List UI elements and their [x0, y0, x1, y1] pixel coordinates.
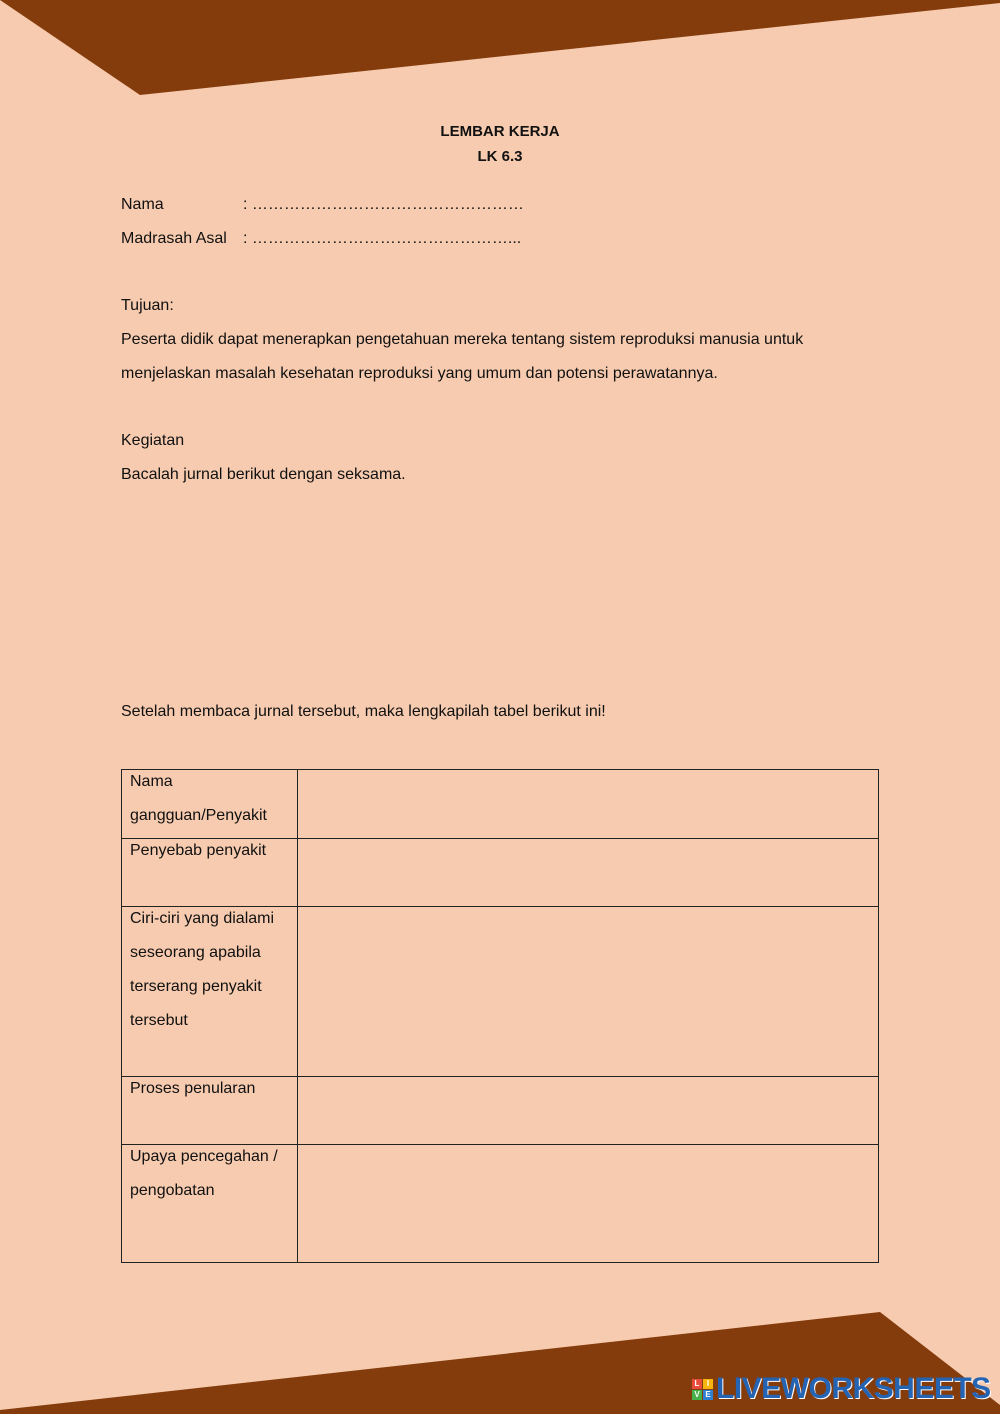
row-label-cell [122, 1077, 298, 1145]
row-label: Penyebab penyakit [130, 842, 267, 859]
madrasah-label: Madrasah Asal [121, 230, 227, 247]
table-row [122, 839, 879, 907]
nama-field-row [121, 196, 524, 214]
top-decorative-band [0, 0, 1000, 100]
worksheet-table [121, 769, 879, 1263]
page-subtitle: LK 6.3 [477, 148, 523, 165]
nama-label: Nama [121, 196, 164, 213]
table-row [122, 1145, 879, 1263]
page-title: LEMBAR KERJA [440, 123, 560, 140]
table-row [122, 770, 879, 839]
brand-name: LIVEWORKSHEETS [716, 1372, 991, 1405]
row-label-cell [122, 907, 298, 1077]
answer-cell[interactable] [298, 907, 879, 1077]
kegiatan-heading: Kegiatan [121, 432, 185, 449]
answer-cell[interactable] [298, 770, 879, 839]
madrasah-field-row [121, 230, 521, 248]
tujuan-text-line-2: menjelaskan masalah kesehatan reproduksi yang umum dan potensi perawatannya. [121, 365, 718, 382]
table-instruction: Setelah membaca jurnal tersebut, maka lengkapilah tabel berikut ini! [121, 703, 606, 720]
row-label-cell [122, 770, 298, 839]
answer-cell[interactable] [298, 839, 879, 907]
kegiatan-text: Bacalah jurnal berikut dengan seksama. [121, 466, 406, 483]
row-label-cell [122, 839, 298, 907]
answer-cell[interactable] [298, 1145, 879, 1263]
answer-cell[interactable] [298, 1077, 879, 1145]
row-label: Nama gangguan/Penyakit [130, 773, 267, 824]
row-label: Upaya pencegahan / pengobatan [130, 1148, 278, 1199]
nama-blank[interactable]: : …………………………………………… [243, 196, 524, 213]
row-label-cell [122, 1145, 298, 1263]
row-label: Proses penularan [130, 1080, 256, 1097]
madrasah-blank[interactable]: : …………………………………………... [243, 230, 522, 247]
row-label: Ciri-ciri yang dialami seseorang apabila terserang penyakit tersebut [130, 910, 275, 1029]
tujuan-heading: Tujuan: [121, 297, 174, 314]
liveworksheets-logo-icon: L I V E [692, 1379, 713, 1400]
table-row [122, 1077, 879, 1145]
tujuan-text-line-1: Peserta didik dapat menerapkan pengetahuan mereka tentang sistem reproduksi manusia untuk [121, 331, 804, 348]
liveworksheets-brand[interactable] [692, 1374, 991, 1404]
table-row [122, 907, 879, 1077]
